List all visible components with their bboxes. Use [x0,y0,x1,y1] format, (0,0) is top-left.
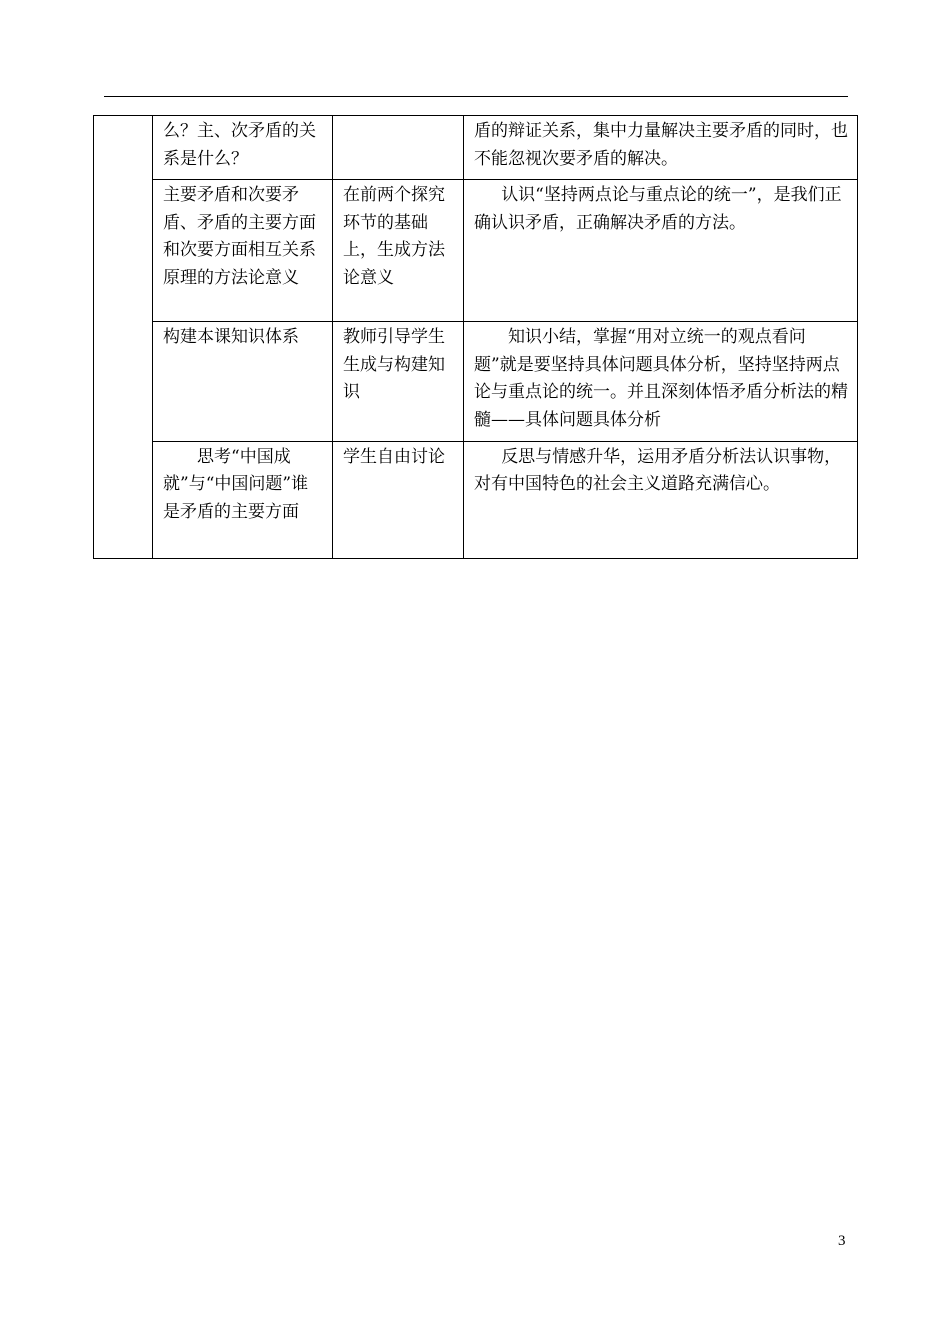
lesson-plan-table [93,115,858,559]
table-row [94,116,858,180]
page-number: 3 [838,1233,846,1249]
activity-cell: 在前两个探究环节的基础上，生成方法论意义 [333,180,464,322]
design-cell: 盾的辩证关系，集中力量解决主要矛盾的同时，也不能忽视次要矛盾的解决。 [464,116,858,180]
topic-cell: 主要矛盾和次要矛盾、矛盾的主要方面和次要方面相互关系原理的方法论意义 [153,180,333,322]
table-row [94,180,858,322]
table-row [94,322,858,441]
design-cell: 认识“坚持两点论与重点论的统一”，是我们正确认识矛盾，正确解决矛盾的方法。 [464,180,858,322]
activity-cell: 教师引导学生生成与构建知识 [333,322,464,441]
design-cell: 知识小结，掌握“用对立统一的观点看问题”就是要坚持具体问题具体分析，坚持坚持两点论与重点论的统一。并且深刻体悟矛盾分析法的精髓——具体问题具体分析 [464,322,858,441]
topic-cell: 构建本课知识体系 [153,322,333,441]
stage-cell [94,116,153,559]
table-row [94,441,858,558]
activity-cell [333,116,464,180]
design-cell: 反思与情感升华，运用矛盾分析法认识事物，对有中国特色的社会主义道路充满信心。 [464,441,858,558]
topic-cell: 思考“中国成就”与“中国问题”谁是矛盾的主要方面 [153,441,333,558]
activity-cell: 学生自由讨论 [333,441,464,558]
topic-cell: 么？主、次矛盾的关系是什么？ [153,116,333,180]
header-rule [104,96,848,97]
